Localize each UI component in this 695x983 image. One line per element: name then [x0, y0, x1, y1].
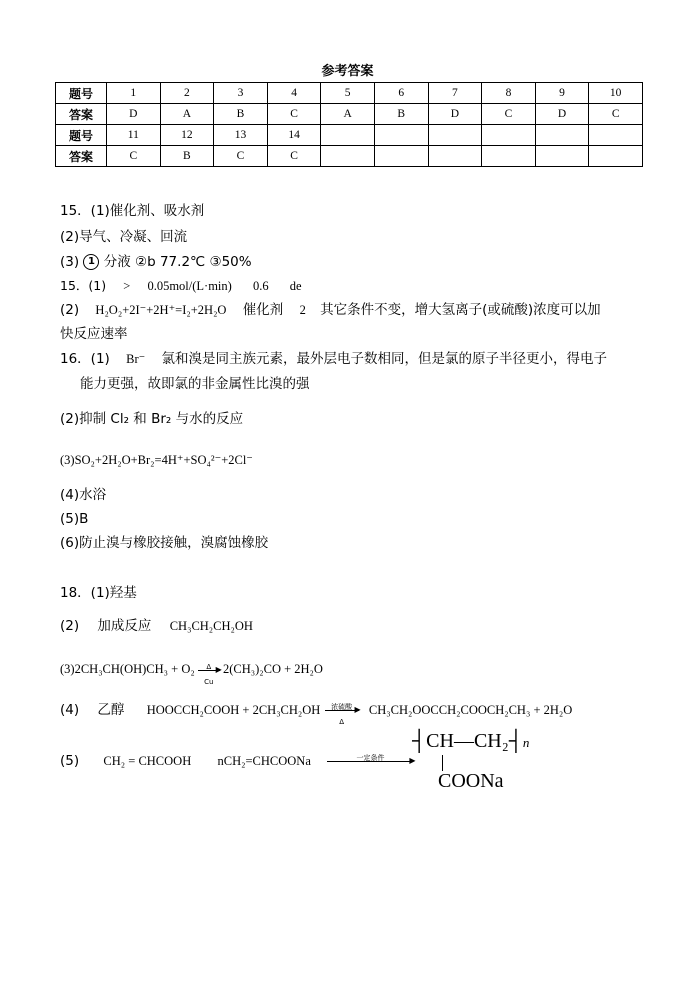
table-cell	[374, 125, 428, 146]
q15b-line-1	[60, 277, 302, 295]
table-cell: B	[214, 104, 268, 125]
row-header: 题号	[56, 125, 107, 146]
q15-line-3	[60, 253, 252, 271]
q15-line-2: (2)导气、冷凝、回流	[60, 229, 188, 245]
arrow-condition-top: 一定条件	[356, 754, 385, 762]
q18-reactant: nCH₂=CHCOONa	[217, 754, 311, 768]
arrow-condition-bottom: Δ	[339, 718, 345, 726]
table-cell: C	[589, 104, 643, 125]
q15b-number: 2	[299, 303, 306, 317]
table-cell: 9	[535, 83, 589, 104]
table-cell: 2	[160, 83, 214, 104]
table-cell: D	[535, 104, 589, 125]
q18-monomer: CH₂ = CHCOOH	[103, 754, 192, 768]
q18-product: CH₃CH₂CH₂OH	[169, 619, 253, 633]
q15-line-1: 15．(1)催化剂、吸水剂	[60, 203, 205, 219]
table-cell: 3	[214, 83, 268, 104]
answer-table	[55, 82, 643, 167]
q15b-line-3: 快反应速率	[60, 326, 128, 342]
row-header: 答案	[56, 146, 107, 167]
q18-reagent-name: 乙醇	[97, 702, 125, 718]
q16-line-6: (5)B	[60, 511, 89, 527]
page-title: 参考答案	[321, 64, 374, 79]
q18-line-4	[60, 701, 573, 726]
table-cell: C	[107, 146, 161, 167]
table-cell: 1	[107, 83, 161, 104]
q15b-rate: 0.05mol/(L·min)	[147, 279, 232, 293]
table-cell: 6	[374, 83, 428, 104]
table-cell: D	[107, 104, 161, 125]
q15b-comparison: >	[123, 279, 131, 293]
table-cell: 10	[589, 83, 643, 104]
q16-label: 16．(1)	[60, 351, 110, 367]
q16-explanation: 氯和溴是同主族元素，最外层电子数相同，但是氯的原子半径更小，得电子	[161, 351, 608, 367]
table-cell	[374, 146, 428, 167]
table-cell	[535, 125, 589, 146]
q16-line-3: (2)抑制 Cl₂ 和 Br₂ 与水的反应	[60, 411, 244, 427]
table-cell	[589, 146, 643, 167]
table-cell: 11	[107, 125, 161, 146]
table-cell: 13	[214, 125, 268, 146]
table-cell: C	[267, 146, 321, 167]
table-cell: C	[214, 146, 268, 167]
row-header: 答案	[56, 104, 107, 125]
q18-eq4-right: CH₃CH₂OOCCH₂COOCH₂CH₃ + 2H₂O	[368, 703, 573, 717]
table-cell: 5	[321, 83, 375, 104]
arrow-condition-top: 浓硫酸	[331, 703, 353, 711]
q15b-equation: H₂O₂+2I⁻+2H⁺=I₂+2H₂O	[95, 303, 227, 317]
bond-line	[442, 755, 443, 771]
q15b-value-2: de	[289, 279, 302, 293]
q15b-part2-label: (2)	[60, 302, 80, 318]
table-cell: 4	[267, 83, 321, 104]
q16-line-4: (3)SO₂+2H₂O+Br₂=4H⁺+SO₄²⁻+2Cl⁻	[60, 453, 253, 467]
arrow-condition-bottom: Cu	[204, 677, 214, 686]
q18-eq3-right: 2(CH₃)₂CO + 2H₂O	[222, 662, 323, 676]
arrow-condition-top: Δ	[206, 662, 212, 671]
table-row	[56, 83, 643, 104]
polymer-repeat-n: n	[522, 735, 530, 750]
q18-reaction-type: 加成反应	[97, 618, 152, 634]
table-cell: B	[374, 104, 428, 125]
q15b-label: 15．(1)	[60, 278, 107, 293]
table-cell	[535, 146, 589, 167]
row-header: 题号	[56, 83, 107, 104]
q16-line-5: (4)水浴	[60, 487, 107, 503]
table-cell: A	[160, 104, 214, 125]
q18-part4-label: (4)	[60, 702, 80, 718]
table-cell: 14	[267, 125, 321, 146]
polymer-backbone: CH—CH₂	[426, 730, 509, 752]
polymer-side-group: COONa	[438, 770, 504, 792]
table-row	[56, 146, 643, 167]
q16-line-2: 能力更强，故即氯的非金属性比溴的强	[80, 376, 310, 392]
q18-part5-label: (5)	[60, 753, 80, 769]
q15b-line-2	[60, 301, 601, 319]
q16-line-7: (6)防止溴与橡胶接触，溴腐蚀橡胶	[60, 535, 269, 551]
table-cell: 8	[482, 83, 536, 104]
q18-line-1: 18．(1)羟基	[60, 585, 137, 601]
table-cell	[321, 125, 375, 146]
table-cell: 12	[160, 125, 214, 146]
table-cell	[428, 125, 482, 146]
q15b-value-1: 0.6	[252, 279, 269, 293]
table-cell: C	[267, 104, 321, 125]
table-cell	[321, 146, 375, 167]
table-row	[56, 104, 643, 125]
table-cell: A	[321, 104, 375, 125]
polymer-structure: ┤CH—CH₂┤n COONa	[412, 730, 530, 792]
q15-part3-label: (3)	[60, 254, 80, 270]
q15b-explanation: 其它条件不变，增大氢离子(或硫酸)浓度可以加	[320, 302, 601, 318]
q18-eq4-left: HOOCCH₂COOH + 2CH₃CH₂OH	[146, 703, 321, 717]
table-cell	[428, 146, 482, 167]
table-cell	[482, 146, 536, 167]
table-cell: B	[160, 146, 214, 167]
q18-eq3-left: (3)2CH₃CH(OH)CH₃ + O₂	[60, 662, 195, 676]
q16-ion: Br⁻	[126, 352, 146, 366]
q18-part2-label: (2)	[60, 618, 80, 634]
reaction-arrow-icon: 一定条件 ▶	[327, 761, 413, 762]
reversible-arrow-icon: 浓硫酸 ▶ Δ	[325, 710, 359, 711]
circled-number-icon: 1	[83, 254, 99, 270]
q18-line-2	[60, 617, 253, 635]
table-cell: C	[482, 104, 536, 125]
reaction-arrow-icon: Δ ▶ Cu	[198, 670, 220, 671]
table-cell: 7	[428, 83, 482, 104]
table-row	[56, 125, 643, 146]
table-cell	[589, 125, 643, 146]
q15b-role: 催化剂	[242, 302, 284, 318]
table-cell: D	[428, 104, 482, 125]
table-cell	[482, 125, 536, 146]
q16-line-1	[60, 350, 607, 368]
q15-part3-text: 分液 ②b 77.2℃ ③50%	[103, 254, 252, 270]
q18-line-3	[60, 660, 323, 686]
q18-line-5	[60, 752, 416, 770]
